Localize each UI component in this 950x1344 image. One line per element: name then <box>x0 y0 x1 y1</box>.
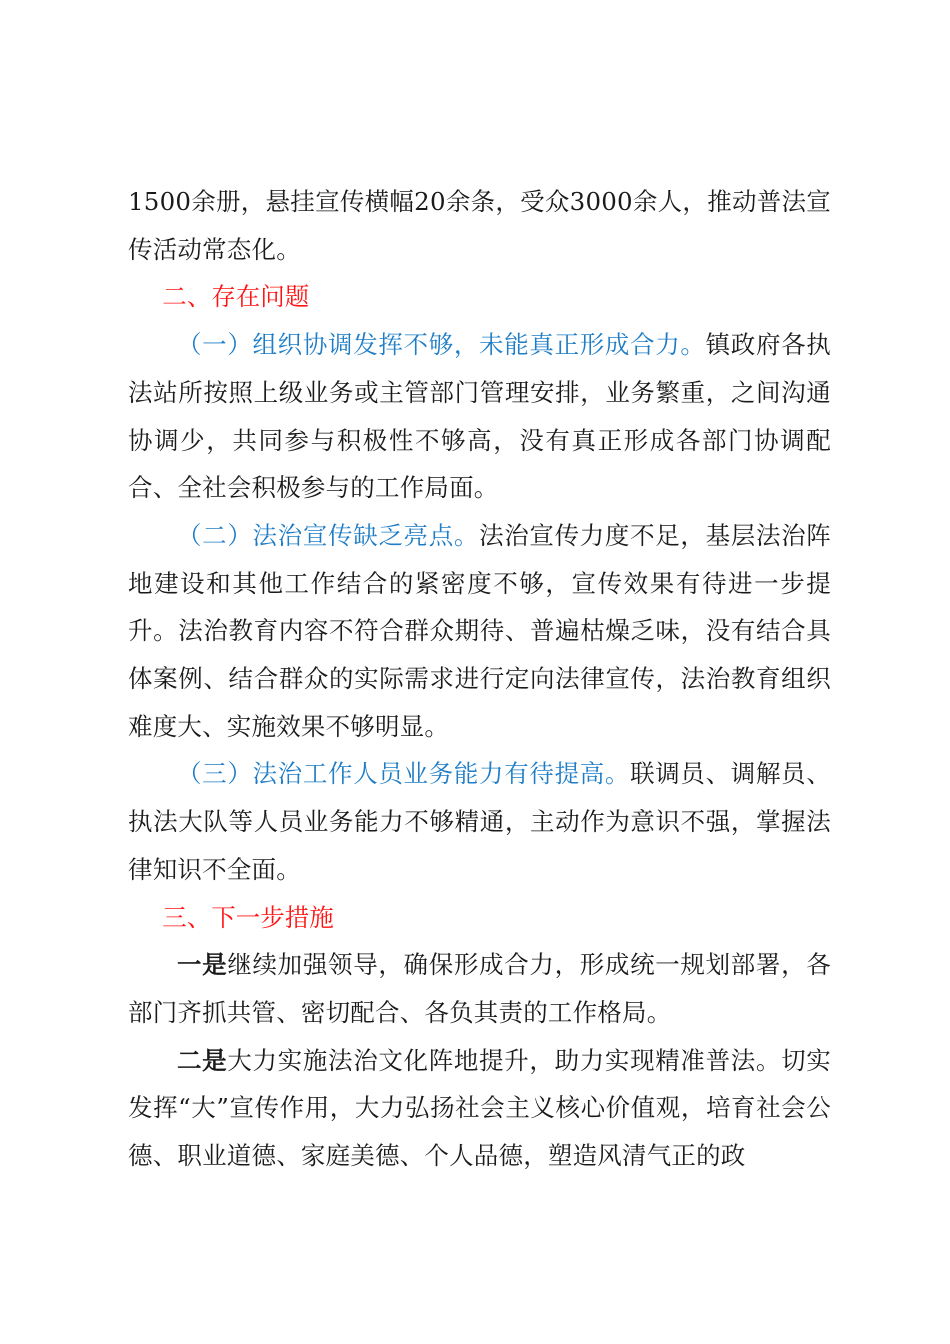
subheading-problem-1: （一）组织协调发挥不够，未能真正形成合力。 <box>177 330 706 360</box>
subheading-problem-3: （三）法治工作人员业务能力有待提高。 <box>177 759 631 789</box>
paragraph-problem-1 <box>128 321 831 512</box>
subheading-problem-2: （二）法治宣传缺乏亮点。 <box>177 520 480 550</box>
measure-2-lead: 二是 <box>177 1045 228 1075</box>
paragraph-problem-2 <box>128 512 831 751</box>
section-heading-next-steps: 三、下一步措施 <box>162 902 334 932</box>
measure-1-lead: 一是 <box>177 950 228 980</box>
document-page <box>128 178 831 1180</box>
paragraph-problem-1-body: 镇政府各执法站所按照上级业务或主管部门管理安排，业务繁重，之间沟通协调少，共同参与积极性不够高，没有真正形成各部门协调配合、全社会积极参与的工作局面。 <box>128 330 831 503</box>
measure-2-body: 大力实施法治文化阵地提升，助力实现精准普法。切实发挥“大”宣传作用，大力弘扬社会主义核心价值观，培育社会公德、职业道德、家庭美德、个人品德，塑造风清气正的政 <box>128 1045 831 1171</box>
measure-1-body: 继续加强领导，确保形成合力，形成统一规划部署，各部门齐抓共管、密切配合、各负其责的工作格局。 <box>128 950 831 1027</box>
paragraph-problem-2-body: 法治宣传力度不足，基层法治阵地建设和其他工作结合的紧密度不够，宣传效果有待进一步提升。法治教育内容不符合群众期待、普遍枯燥乏味，没有结合具体案例、结合群众的实际需求进行定向法律宣传，法治教育组织难度大、实施效果不够明显。 <box>128 520 831 741</box>
paragraph-problem-3 <box>128 750 831 893</box>
paragraph-measure-2 <box>128 1037 831 1180</box>
paragraph-measure-1 <box>128 941 831 1036</box>
section-heading-problems: 二、存在问题 <box>162 282 310 312</box>
paragraph-problem-3-body: 联调员、调解员、执法大队等人员业务能力不够精通，主动作为意识不强，掌握法律知识不全面。 <box>128 759 831 884</box>
paragraph-continuation: 1500余册，悬挂宣传横幅20余条，受众3000余人，推动普法宣传活动常态化。 <box>128 187 831 264</box>
